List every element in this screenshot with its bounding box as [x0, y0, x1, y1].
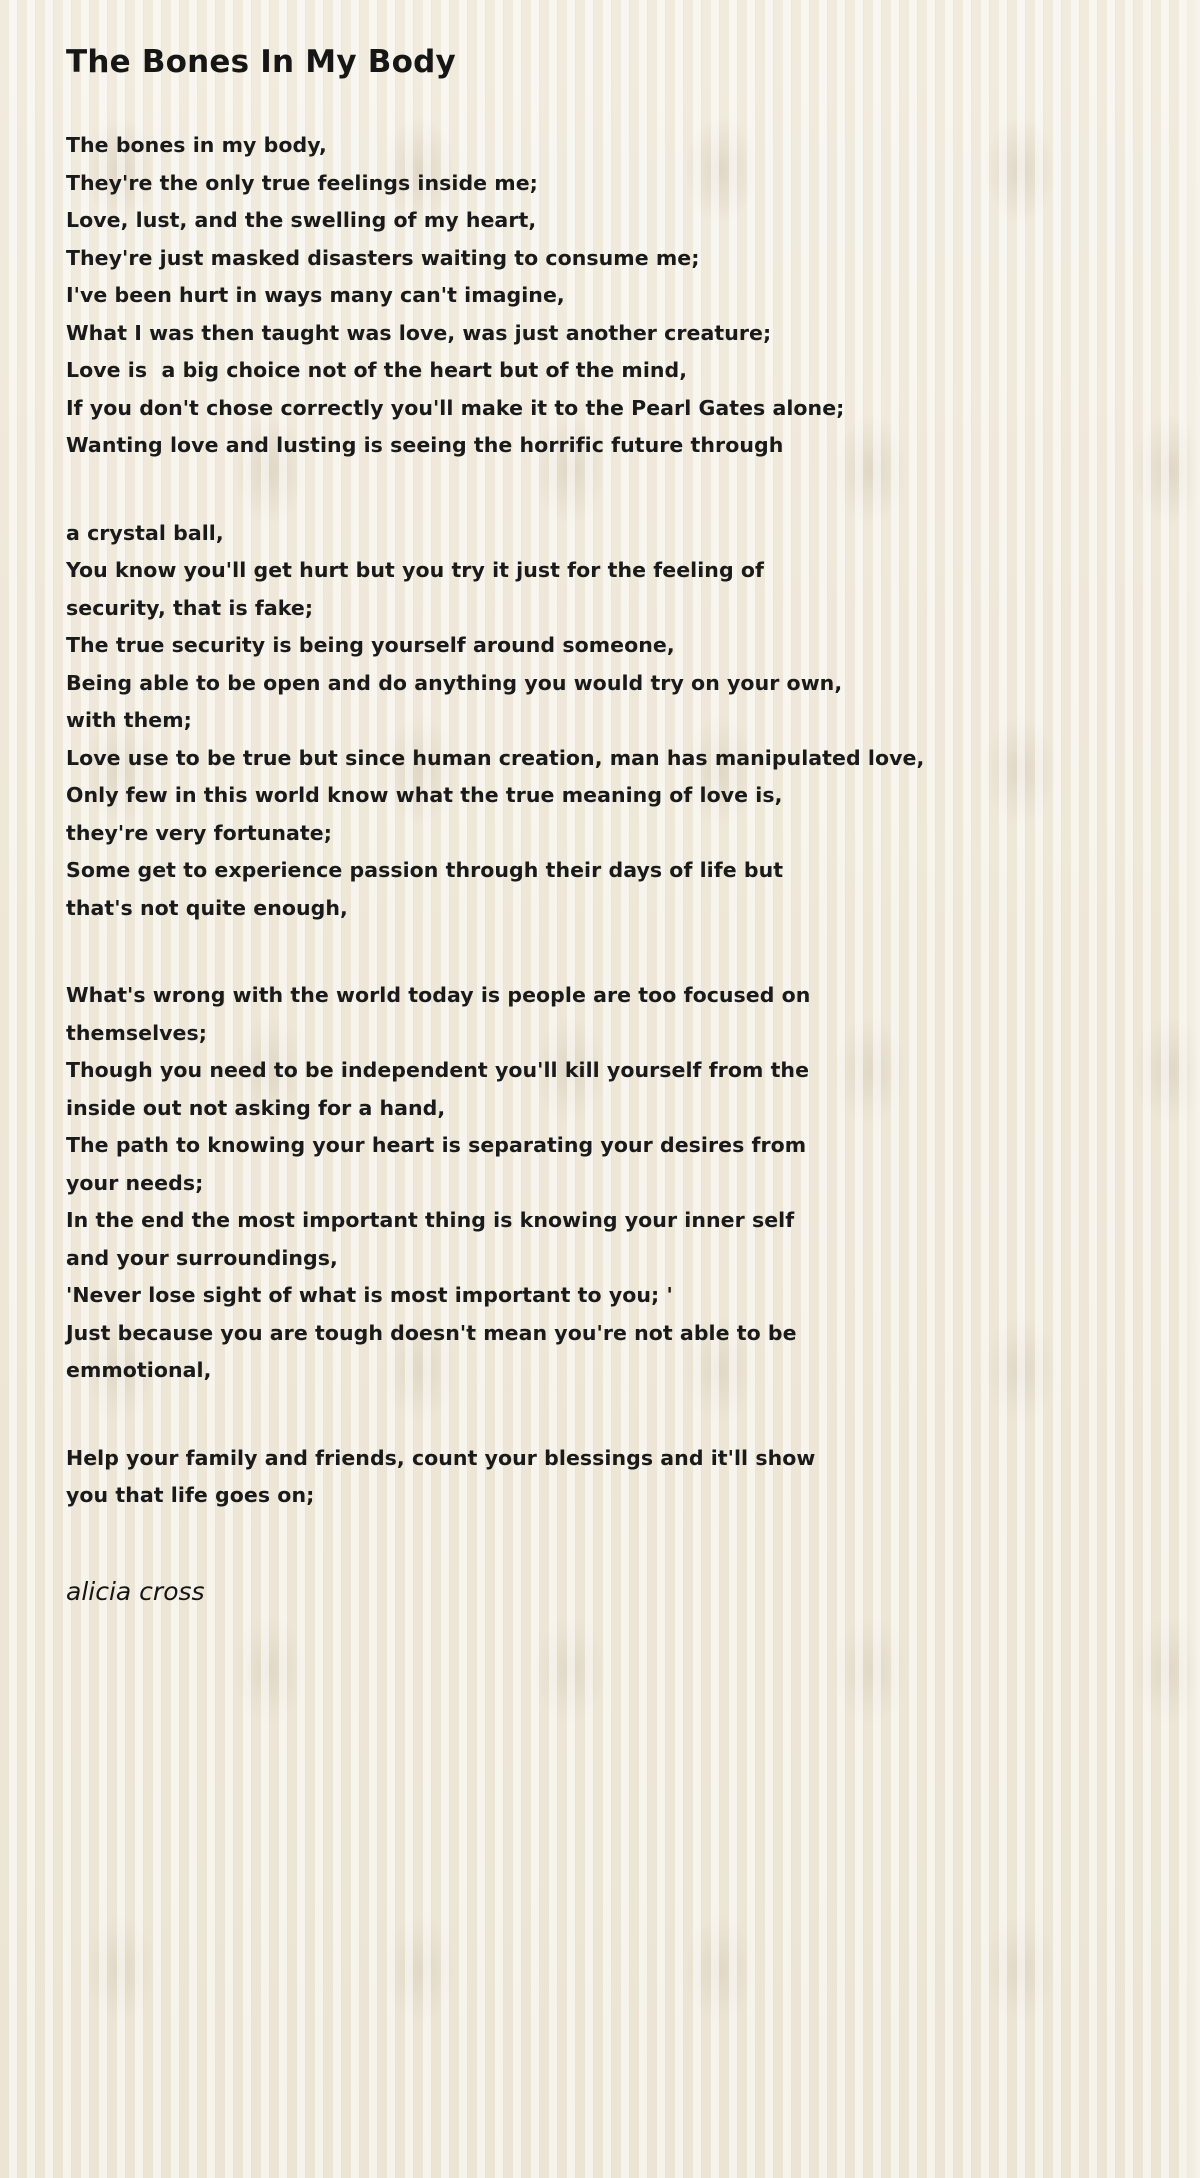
poem-line: I've been hurt in ways many can't imagine, — [66, 283, 565, 308]
poem-line: they're very fortunate; — [66, 820, 332, 845]
poem-line: What I was then taught was love, was just another creature; — [66, 320, 772, 345]
poem-line: inside out not asking for a hand, — [66, 1095, 446, 1120]
poem-line: you that life goes on; — [66, 1483, 315, 1508]
poem-line: Help your family and friends, count your blessings and it'll show — [66, 1445, 816, 1470]
poem-line: Love is a big choice not of the heart but of the mind, — [66, 358, 688, 383]
poem-line: emmotional, — [66, 1358, 212, 1383]
poem-line: your needs; — [66, 1170, 204, 1195]
poem-line: Only few in this world know what the true meaning of love is, — [66, 783, 783, 808]
poem-line: If you don't chose correctly you'll make it to the Pearl Gates alone; — [66, 395, 845, 420]
poem-line: and your surroundings, — [66, 1245, 338, 1270]
poem-line: They're the only true feelings inside me; — [66, 170, 538, 195]
poem-line: Love use to be true but since human creation, man has manipulated love, — [66, 745, 925, 770]
poem-line: The bones in my body, — [66, 133, 327, 158]
author-name: alicia cross — [66, 1576, 205, 1606]
stanza — [66, 515, 1164, 928]
stanza — [66, 1440, 1164, 1515]
poem-line: Being able to be open and do anything you would try on your own, — [66, 670, 843, 695]
poem-line: They're just masked disasters waiting to consume me; — [66, 245, 700, 270]
page-title: The Bones In My Body — [66, 44, 456, 80]
poem-line: You know you'll get hurt but you try it just for the feeling of — [66, 558, 764, 583]
poem-line: Some get to experience passion through their days of life but — [66, 858, 784, 883]
poem-line: that's not quite enough, — [66, 895, 348, 920]
poem-body — [66, 127, 1164, 1515]
poem-line: themselves; — [66, 1020, 208, 1045]
poem-line: In the end the most important thing is knowing your inner self — [66, 1208, 795, 1233]
poem-line: The true security is being yourself around someone, — [66, 633, 675, 658]
poem-line: Just because you are tough doesn't mean you're not able to be — [66, 1320, 797, 1345]
poem-line: Though you need to be independent you'll kill yourself from the — [66, 1058, 810, 1083]
poem-line: security, that is fake; — [66, 595, 314, 620]
poem-line: Love, lust, and the swelling of my heart, — [66, 208, 537, 233]
poem-line: 'Never lose sight of what is most important to you; ' — [66, 1283, 673, 1308]
poem-line: a crystal ball, — [66, 520, 224, 545]
poem-line: with them; — [66, 708, 192, 733]
stanza — [66, 127, 1164, 465]
poem-line: The path to knowing your heart is separating your desires from — [66, 1133, 807, 1158]
poem-line: What's wrong with the world today is people are too focused on — [66, 983, 811, 1008]
stanza — [66, 977, 1164, 1390]
poem-line: Wanting love and lusting is seeing the horrific future through — [66, 433, 784, 458]
